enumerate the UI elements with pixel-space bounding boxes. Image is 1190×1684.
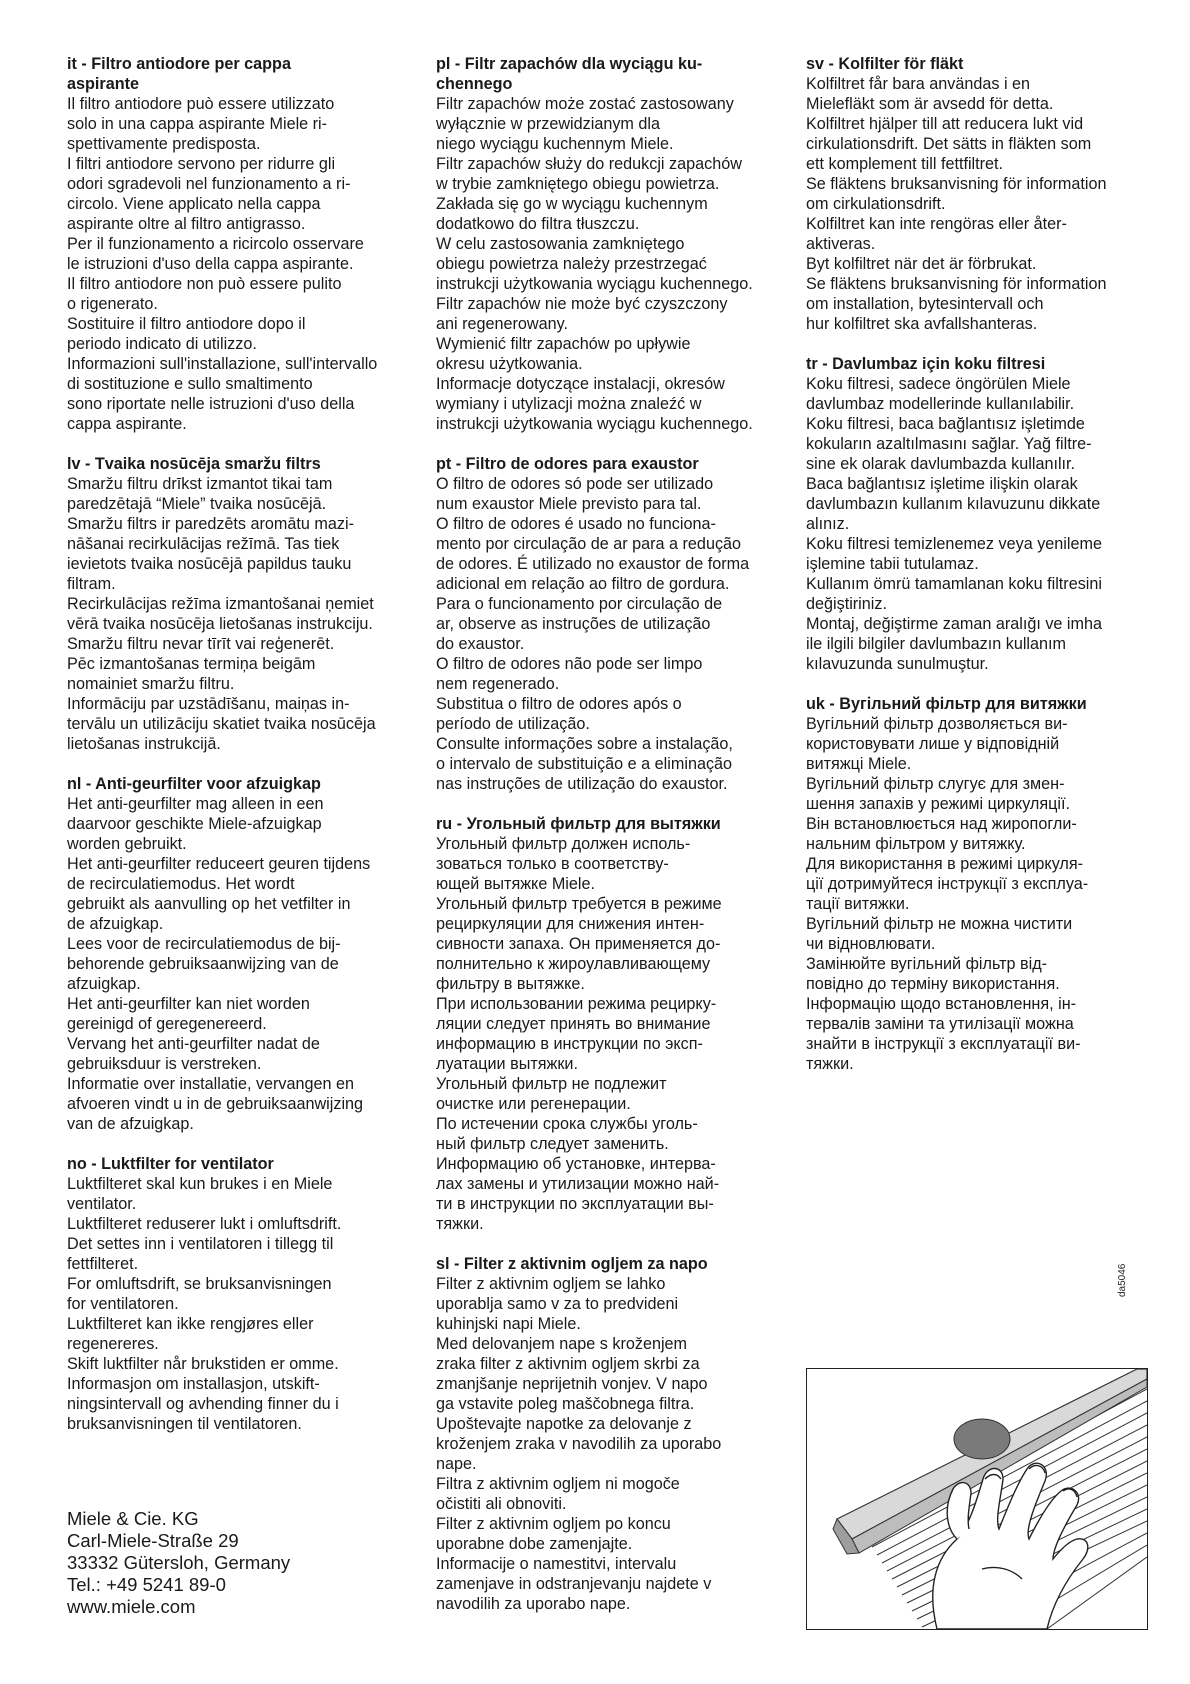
manufacturer-address: Miele & Cie. KG Carl-Miele-Straße 29 33332 Gütersloh, Germany Tel.: +49 5241 89-0 www.miele.com — [67, 1508, 291, 1617]
section-pl — [436, 54, 786, 434]
section-body: Filtr zapachów może zostać zastosowany wyłącznie w przewidzianym dla niego wyciągu kuchennym Miele. Filtr zapachów służy do redukcji zapachów w trybie zamkniętego obiegu powietrza. Zakłada się go w wyciągu kuchennym dodatkowo do filtra tłuszczu. W celu zastosowania zamkniętego obiegu powietrza należy przestrzegać instrukcji użytkowania wyciągu kuchennego. Filtr zapachów nie może być czyszczony ani regenerowany. Wymienić filtr zapachów po upływie okresu użytkowania. Informacje dotyczące instalacji, okresów wymiany i utylizacji można znaleźć w instrukcji użytkowania wyciągu kuchennego. — [436, 95, 753, 433]
section-it — [67, 54, 417, 434]
column-left — [67, 54, 417, 1454]
section-heading: pt - Filtro de odores para exaustor — [436, 455, 699, 473]
figure-code: da5046 — [1117, 1263, 1128, 1297]
section-heading: sv - Kolfilter för fläkt — [806, 55, 964, 73]
section-heading: ru - Угольный фильтр для вытяжки — [436, 815, 721, 833]
section-heading: it - Filtro antiodore per cappa aspirante — [67, 55, 291, 93]
section-heading: no - Luktfilter for ventilator — [67, 1155, 274, 1173]
section-body: Il filtro antiodore può essere utilizzato solo in una cappa aspirante Miele ri- spettivamente predisposta. I filtri antiodore servono per ridurre gli odori sgradevoli nel funzionamento a ri- circolo. Viene applicato nella cappa aspirante oltre al filtro antigrasso. Per il funzionamento a ricircolo osservare le istruzioni d'uso della cappa aspirante. Il filtro antiodore non può essere pulito o rigenerato. Sostituire il filtro antiodore dopo il periodo indicato di utilizzo. Informazioni sull'installazione, sull'intervallo di sostituzione e sullo smaltimento sono riportate nelle istruzioni d'uso della cappa aspirante. — [67, 95, 378, 433]
section-body: Угольный фильтр должен исполь- зоваться только в соответству- ющей вытяжке Miele. Угольный фильтр требуется в режиме рециркуляции для снижения интен- сивности запаха. Он применяется до- полнительно к жироулавливающему фильтру в вытяжке. При использовании режима рецирку- ляции следует принять во внимание информацию в инструкции по эксп- луатации вытяжки. Угольный фильтр не подлежит очистке или регенерации. По истечении срока службы уголь- ный фильтр следует заменить. Информацию об установке, интерва- лах замены и утилизации можно най- ти в инструкции по эксплуатации вы- тяжки. — [436, 835, 722, 1233]
section-body: O filtro de odores só pode ser utilizado num exaustor Miele previsto para tal. O filtro de odores é usado no funciona- mento por circulação de ar para a redução de odores. É utilizado no exaustor de forma adicional em relação ao filtro de gordura. Para o funcionamento por circulação de ar, observe as instruções de utilização do exaustor. O filtro de odores não pode ser limpo nem regenerado. Substitua o filtro de odores após o período de utilização. Consulte informações sobre a instalação, o intervalo de substituição e a eliminação nas instruções de utilização do exaustor. — [436, 475, 750, 793]
section-pt — [436, 454, 786, 794]
section-uk — [806, 694, 1156, 1074]
hand — [933, 1463, 1088, 1629]
filter-illustration — [806, 1368, 1148, 1630]
section-sv — [806, 54, 1156, 334]
section-ru — [436, 814, 786, 1234]
section-body: Filter z aktivnim ogljem se lahko uporablja samo v za to predvideni kuhinjski napi Miele. Med delovanjem nape s kroženjem zraka filter z aktivnim ogljem skrbi za zmanjšanje neprijetnih vonjev. V napo ga vstavite poleg maščobnega filtra. Upoštevajte napotke za delovanje z kroženjem zraka v navodilih za uporabo nape. Filtra z aktivnim ogljem ni mogoče očistiti ali obnoviti. Filter z aktivnim ogljem po koncu uporabne dobe zamenjajte. Informacije o namestitvi, intervalu zamenjave in odstranjevanju najdete v navodilih za uporabo nape. — [436, 1275, 722, 1613]
section-heading: lv - Tvaika nosūcēja smaržu filtrs — [67, 455, 321, 473]
hand-filter-drawing — [807, 1369, 1147, 1629]
section-body: Вугільний фільтр дозволяється ви- користовувати лише у відповідній витяжці Miele. Вугільний фільтр слугує для змен- шення запахів у режимі циркуляції. Він встановлюється над жиропогли- нальним фільтром у витяжку. Для використання в режимі циркуля- ції дотримуйтеся інструкції з експлуа- тації витяжки. Вугільний фільтр не можна чистити чи відновлювати. Замінюйте вугільний фільтр від- повідно до терміну використання. Інформацію щодо встановлення, ін- тервалів заміни та утилізації можна знайти в інструкції з експлуатації ви- тяжки. — [806, 715, 1089, 1073]
section-heading: tr - Davlumbaz için koku filtresi — [806, 355, 1046, 373]
section-tr — [806, 354, 1156, 674]
section-nl — [67, 774, 417, 1134]
section-body: Koku filtresi, sadece öngörülen Miele davlumbaz modellerinde kullanılabilir. Koku filtresi, baca bağlantısız işletimde kokuların azaltılmasını sağlar. Yağ filtre- sine ek olarak davlumbazda kullanılır. Baca bağlantısız işletime ilişkin olarak davlumbazın kullanım kılavuzunu dikkate alınız. Koku filtresi temizlenemez veya yenileme işlemine tabii tutulamaz. Kullanım ömrü tamamlanan koku filtresini değiştiriniz. Montaj, değiştirme zaman aralığı ve imha ile ilgili bilgiler davlumbazın kullanım kılavuzunda sunulmuştur. — [806, 375, 1102, 673]
section-body: Smaržu filtru drīkst izmantot tikai tam paredzētajā “Miele” tvaika nosūcējā. Smaržu filtrs ir paredzēts aromātu mazi- nāšanai recirkulācijas režīmā. Tas tiek ievietots tvaika nosūcējā papildus tauku filtram. Recirkulācijas režīma izmantošanai ņemiet vērā tvaika nosūcēja lietošanas instrukciju. Smaržu filtru nevar tīrīt vai reģenerēt. Pēc izmantošanas termiņa beigām nomainiet smaržu filtru. Informāciju par uzstādīšanu, maiņas in- tervālu un utilizāciju skatiet tvaika nosūcēja lietošanas instrukcijā. — [67, 475, 376, 753]
section-sl — [436, 1254, 786, 1614]
section-heading: nl - Anti-geurfilter voor afzuigkap — [67, 775, 321, 793]
column-middle — [436, 54, 786, 1634]
column-right — [806, 54, 1156, 1094]
section-heading: uk - Вугільний фільтр для витяжки — [806, 695, 1087, 713]
section-heading: sl - Filter z aktivnim ogljem za napo — [436, 1255, 708, 1273]
section-body: Het anti-geurfilter mag alleen in een daarvoor geschikte Miele-afzuigkap worden gebruikt. Het anti-geurfilter reduceert geuren tijdens de recirculatiemodus. Het wordt gebruikt als aanvulling op het vetfilter in de afzuigkap. Lees voor de recirculatiemodus de bij- behorende gebruiksaanwijzing van de afzuigkap. Het anti-geurfilter kan niet worden gereinigd of geregenereerd. Vervang het anti-geurfilter nadat de gebruiksduur is verstreken. Informatie over installatie, vervangen en afvoeren vindt u in de gebruiksaanwijzing van de afzuigkap. — [67, 795, 371, 1133]
section-lv — [67, 454, 417, 754]
section-no — [67, 1154, 417, 1434]
section-body: Kolfiltret får bara användas i en Mielefläkt som är avsedd för detta. Kolfiltret hjälper till att reducera lukt vid cirkulationsdrift. Det sätts in fläkten som ett komplement till fettfiltret. Se fläktens bruksanvisning för information om cirkulationsdrift. Kolfiltret kan inte rengöras eller åter- aktiveras. Byt kolfiltret när det är förbrukat. Se fläktens bruksanvisning för information om installation, bytesintervall och hur kolfiltret ska avfallshanteras. — [806, 75, 1107, 333]
section-body: Luktfilteret skal kun brukes i en Miele ventilator. Luktfilteret reduserer lukt i omluftsdrift. Det settes inn i ventilatoren i tillegg til fettfilteret. For omluftsdrift, se bruksanvisningen for ventilatoren. Luktfilteret kan ikke rengjøres eller regenereres. Skift luktfilter når brukstiden er omme. Informasjon om installasjon, utskift- ningsintervall og avhending finner du i bruksanvisningen til ventilatoren. — [67, 1175, 342, 1433]
section-heading: pl - Filtr zapachów dla wyciągu ku- chennego — [436, 55, 703, 93]
